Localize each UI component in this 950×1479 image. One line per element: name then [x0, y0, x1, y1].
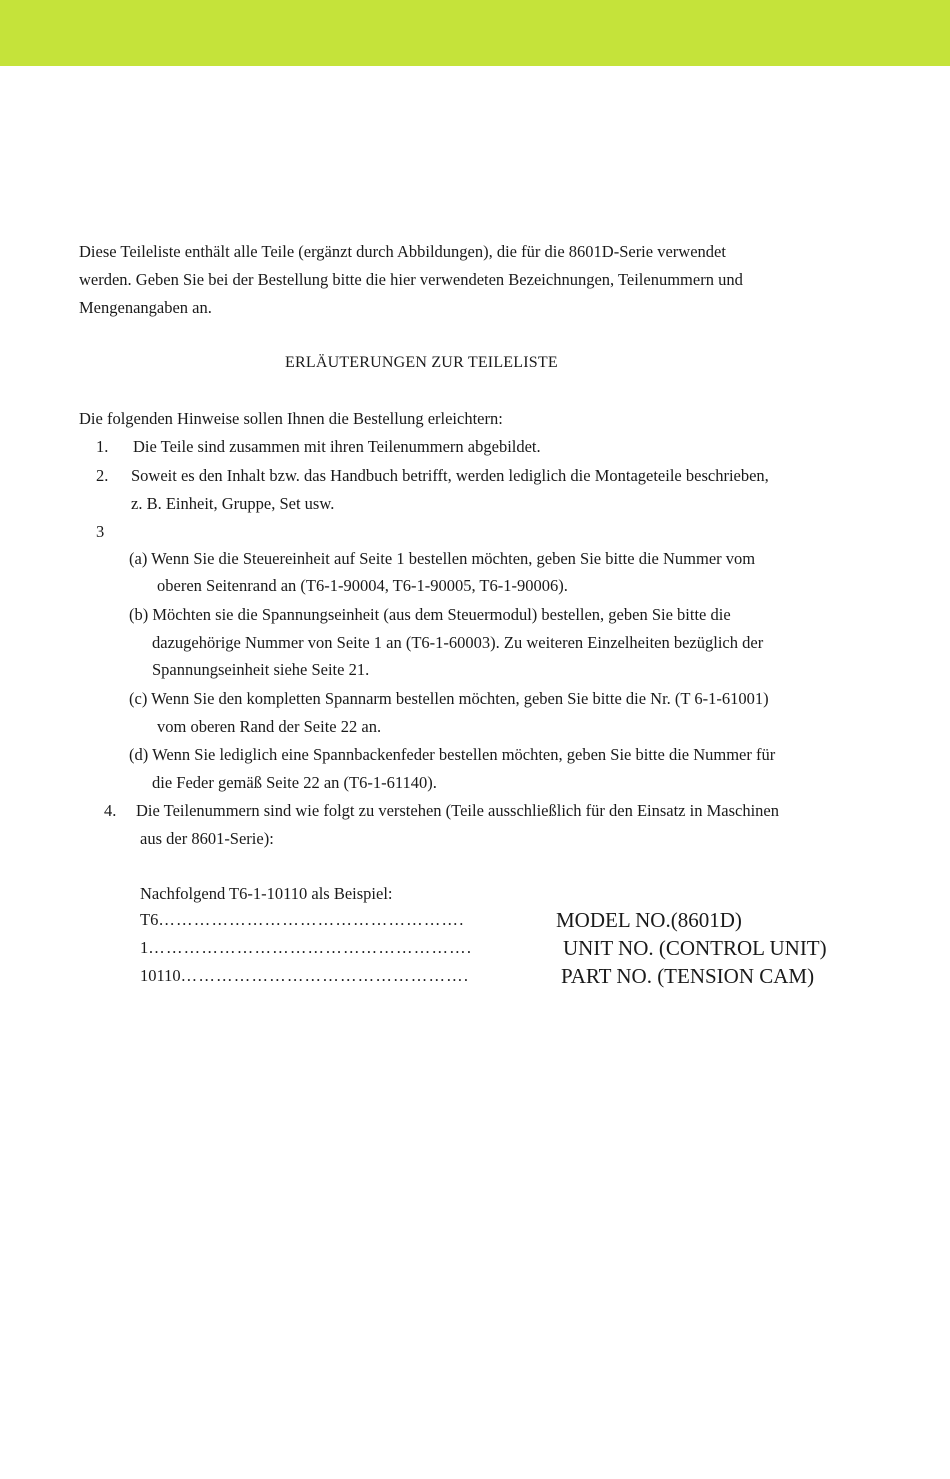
item-3b-line-2: dazugehörige Nummer von Seite 1 an (T6-1-60003). Zu weiteren Einzelheiten bezüglich der	[152, 633, 764, 652]
intro-line-2: werden. Geben Sie bei der Bestellung bitte die hier verwendeten Bezeichnungen, Teilenummern und	[79, 270, 743, 289]
item-2-line-2: z. B. Einheit, Gruppe, Set usw.	[131, 494, 335, 513]
item-1-number: 1.	[96, 437, 109, 456]
example-row	[140, 938, 472, 958]
item-3c-line-2: vom oberen Rand der Seite 22 an.	[157, 717, 382, 736]
example-label: PART NO. (TENSION CAM)	[561, 964, 815, 988]
example-title: Nachfolgend T6-1-10110 als Beispiel:	[140, 884, 393, 903]
item-4-line-2: aus der 8601-Serie):	[140, 829, 274, 848]
item-1-text: Die Teile sind zusammen mit ihren Teilenummern abgebildet.	[133, 437, 541, 456]
item-2-number: 2.	[96, 466, 109, 485]
example-leader-dots: …………………………………………….	[158, 910, 465, 929]
example-leader-dots: ……………………………………………….	[148, 938, 473, 957]
item-3d-line-2: die Feder gemäß Seite 22 an (T6-1-61140).	[152, 773, 437, 792]
example-code: 10110	[140, 966, 181, 985]
item-3b-line-3: Spannungseinheit siehe Seite 21.	[152, 660, 370, 679]
example-code: 1	[140, 938, 149, 957]
item-3d-line-1: (d) Wenn Sie lediglich eine Spannbackenfeder bestellen möchten, geben Sie bitte die Nummer für	[129, 745, 776, 764]
item-3b-line-1: (b) Möchten sie die Spannungseinheit (aus dem Steuermodul) bestellen, geben Sie bitte die	[129, 605, 731, 624]
item-4-number: 4.	[104, 801, 117, 820]
section-heading: ERLÄUTERUNGEN ZUR TEILELISTE	[285, 354, 558, 371]
item-4-line-1: Die Teilenummern sind wie folgt zu verstehen (Teile ausschließlich für den Einsatz in Maschinen	[136, 801, 779, 820]
example-row	[140, 966, 469, 986]
example-label: UNIT NO. (CONTROL UNIT)	[563, 936, 827, 960]
item-3c-line-1: (c) Wenn Sie den kompletten Spannarm bestellen möchten, geben Sie bitte die Nr. (T 6-1-61001)	[129, 689, 769, 708]
example-code: T6	[140, 910, 159, 929]
item-3a-line-2: oberen Seitenrand an (T6-1-90004, T6-1-90005, T6-1-90006).	[157, 576, 568, 595]
item-3-number: 3	[96, 522, 105, 541]
item-2-line-1: Soweit es den Inhalt bzw. das Handbuch betrifft, werden lediglich die Montageteile beschrieben,	[131, 466, 769, 485]
example-label: MODEL NO.(8601D)	[556, 908, 742, 932]
item-3a-line-1: (a) Wenn Sie die Steuereinheit auf Seite 1 bestellen möchten, geben Sie bitte die Nummer vom	[129, 549, 756, 568]
example-leader-dots: ………………………………………….	[180, 966, 470, 985]
intro-line-1: Diese Teileliste enthält alle Teile (ergänzt durch Abbildungen), die für die 8601D-Serie verwendet	[79, 242, 726, 261]
hints-intro: Die folgenden Hinweise sollen Ihnen die Bestellung erleichtern:	[79, 409, 503, 428]
intro-line-3: Mengenangaben an.	[79, 298, 212, 317]
example-row	[140, 910, 465, 930]
